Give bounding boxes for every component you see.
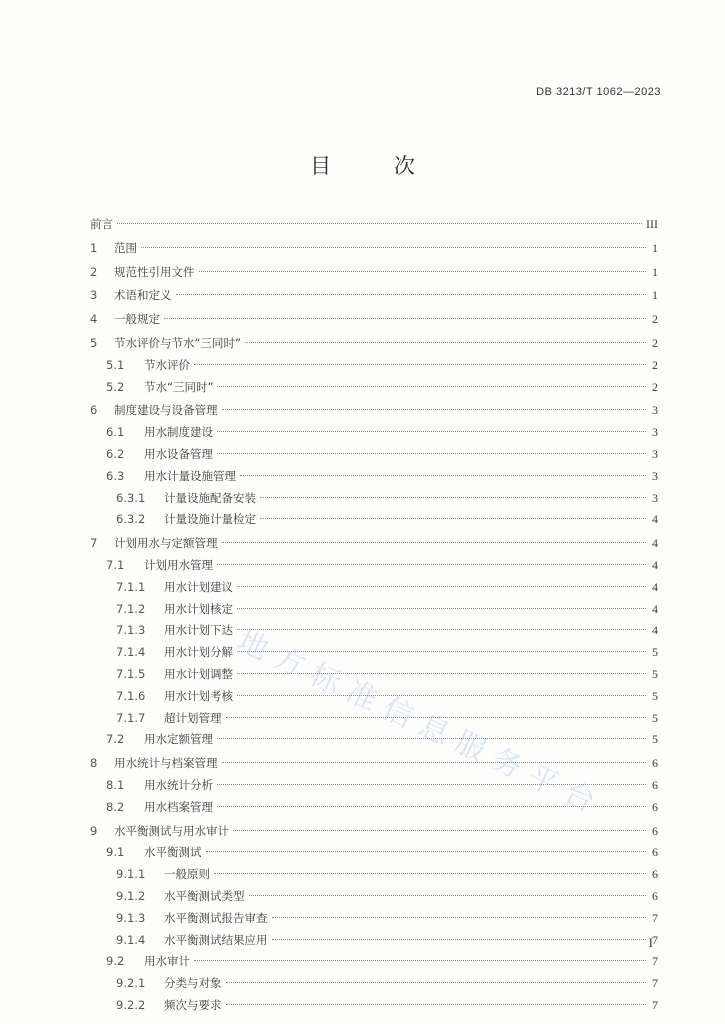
toc-entry[interactable] <box>90 509 658 531</box>
toc-entry-page: 7 <box>652 954 658 969</box>
toc-entry-page: 4 <box>652 623 658 638</box>
toc-entry-page: III <box>646 217 658 231</box>
toc-entry-label: 节水评价 <box>144 357 190 372</box>
toc-entry-label: 计划用水管理 <box>144 557 213 572</box>
toc-entry-number: 8.1 <box>106 777 125 792</box>
toc-dot-leader <box>206 851 647 852</box>
toc-entry-number: 6.1 <box>106 425 125 440</box>
toc-dot-leader <box>217 738 646 739</box>
toc-entry[interactable] <box>90 995 658 1017</box>
toc-dot-leader <box>217 564 646 565</box>
toc-dot-leader <box>240 475 646 476</box>
toc-entry-label: 水平衡测试类型 <box>164 888 245 903</box>
toc-entry[interactable] <box>90 908 658 930</box>
toc-entry-label: 计量设施配备安装 <box>164 490 256 505</box>
toc-dot-leader <box>237 673 646 674</box>
toc-entry-page: 6 <box>652 799 658 814</box>
toc-entry[interactable] <box>90 664 658 686</box>
toc-entry-number: 4 <box>90 312 98 327</box>
toc-dot-leader <box>272 917 647 918</box>
toc-entry-page: 1 <box>652 288 658 303</box>
toc-entry-number: 6.3.1 <box>116 490 146 505</box>
toc-entry-page: 5 <box>652 688 658 703</box>
toc-entry[interactable] <box>90 729 658 751</box>
toc-dot-leader <box>164 318 646 319</box>
toc-entry[interactable] <box>90 930 658 952</box>
toc-entry-label: 超计划管理 <box>164 710 222 725</box>
toc-dot-leader <box>237 695 646 696</box>
toc-entry-page: 4 <box>652 579 658 594</box>
toc-dot-leader <box>260 518 646 519</box>
toc-entry-number: 2 <box>90 264 98 279</box>
toc-entry-page: 7 <box>652 976 658 991</box>
toc-entry[interactable] <box>90 466 658 488</box>
toc-dot-leader <box>233 830 646 831</box>
toc-entry-page: 2 <box>652 312 658 327</box>
toc-dot-leader <box>249 895 647 896</box>
toc-entry[interactable] <box>90 753 658 775</box>
toc-entry-number: 7.1.4 <box>116 645 146 660</box>
toc-entry-page: 3 <box>652 446 658 461</box>
toc-entry-page: 3 <box>652 468 658 483</box>
toc-entry-label: 用水计划调整 <box>164 666 233 681</box>
toc-dot-leader <box>237 608 646 609</box>
toc-entry[interactable] <box>90 285 658 307</box>
toc-dot-leader <box>217 431 646 432</box>
toc-entry[interactable] <box>90 775 658 797</box>
toc-entry-number: 9.1.3 <box>116 910 146 925</box>
toc-entry-page: 6 <box>652 756 658 771</box>
toc-entry-number: 7.2 <box>106 732 125 747</box>
toc-entry-number: 7 <box>90 536 98 551</box>
toc-entry-page: 2 <box>652 335 658 350</box>
toc-dot-leader <box>237 586 646 587</box>
toc-entry[interactable] <box>90 642 658 664</box>
toc-entry-label: 计划用水与定额管理 <box>114 536 218 551</box>
toc-entry-page: 6 <box>652 888 658 903</box>
toc-entry-number: 7.1.2 <box>116 601 146 616</box>
page-title: 目 次 <box>310 154 443 178</box>
toc-dot-leader <box>217 784 646 785</box>
toc-entry-number: 8.2 <box>106 799 125 814</box>
toc-entry-number: 6.3.2 <box>116 512 146 527</box>
toc-entry-page: 2 <box>652 357 658 372</box>
toc-entry-label: 用水计划考核 <box>164 688 233 703</box>
toc-entry-page: 6 <box>652 777 658 792</box>
toc-entry-label: 频次与要求 <box>164 997 222 1012</box>
toc-entry[interactable] <box>90 842 658 864</box>
toc-entry-page: 7 <box>652 997 658 1012</box>
toc-entry[interactable] <box>90 422 658 444</box>
toc-entry-number: 6 <box>90 403 98 418</box>
toc-entry-page: 7 <box>652 932 658 947</box>
page-number: I <box>648 935 653 950</box>
toc-entry-number: 7.1.1 <box>116 579 146 594</box>
toc-entry-label: 水平衡测试结果应用 <box>164 932 268 947</box>
toc-entry-page: 2 <box>652 379 658 394</box>
toc-entry[interactable] <box>90 620 658 642</box>
toc-entry-page: 6 <box>652 845 658 860</box>
toc-entry-label: 分类与对象 <box>164 976 222 991</box>
toc-entry-label: 范围 <box>114 240 137 255</box>
toc-entry-number: 6.2 <box>106 446 125 461</box>
document-code: DB 3213/T 1062—2023 <box>536 86 661 98</box>
toc-dot-leader <box>194 960 646 961</box>
toc-entry-number: 5.1 <box>106 357 125 372</box>
toc-entry[interactable] <box>90 686 658 708</box>
toc-entry-label: 前言 <box>90 217 113 231</box>
toc-entry-label: 用水定额管理 <box>144 732 213 747</box>
toc-entry-label: 节水评价与节水“三同时” <box>114 335 241 350</box>
toc-entry-number: 9.2.2 <box>116 997 146 1012</box>
toc-entry[interactable] <box>90 309 658 331</box>
toc-dot-leader <box>237 629 646 630</box>
toc-dot-leader <box>217 386 646 387</box>
toc-entry-number: 7.1 <box>106 557 125 572</box>
toc-entry-page: 4 <box>652 512 658 527</box>
toc-dot-leader <box>217 453 646 454</box>
toc-entry-number: 7.1.3 <box>116 623 146 638</box>
toc-entry-number: 9.1 <box>106 845 125 860</box>
toc-entry-label: 用水设备管理 <box>144 446 213 461</box>
toc-entry[interactable] <box>90 797 658 819</box>
toc-entry-number: 8 <box>90 756 98 771</box>
toc-dot-leader <box>222 409 647 410</box>
toc-dot-leader <box>176 294 647 295</box>
toc-entry-page: 1 <box>652 264 658 279</box>
toc-entry-label: 用水统计分析 <box>144 777 213 792</box>
toc-entry-number: 9 <box>90 823 98 838</box>
toc-entry[interactable] <box>90 864 658 886</box>
toc-dot-leader <box>226 982 647 983</box>
toc-entry-label: 用水计划建议 <box>164 579 233 594</box>
toc-entry-label: 一般原则 <box>164 867 210 882</box>
toc-entry-page: 3 <box>652 425 658 440</box>
toc-entry[interactable] <box>90 577 658 599</box>
toc-entry-label: 用水计划分解 <box>164 645 233 660</box>
toc-dot-leader <box>226 717 647 718</box>
toc-entry-page: 5 <box>652 666 658 681</box>
toc-dot-leader <box>245 342 646 343</box>
toc-entry-number: 3 <box>90 288 98 303</box>
toc-entry-label: 用水档案管理 <box>144 799 213 814</box>
toc-entry-label: 一般规定 <box>114 312 160 327</box>
toc-dot-leader <box>199 271 647 272</box>
toc-dot-leader <box>260 497 646 498</box>
watermark-text: 地方标准信息服务平台 <box>231 623 610 825</box>
toc-entry-label: 用水计量设施管理 <box>144 468 236 483</box>
toc-entry-label: 用水制度建设 <box>144 425 213 440</box>
toc-entry-number: 6.3 <box>106 468 125 483</box>
toc-entry[interactable] <box>90 951 658 973</box>
toc-entry-number: 5 <box>90 335 98 350</box>
toc-entry-label: 规范性引用文件 <box>114 264 195 279</box>
toc-entry-label: 制度建设与设备管理 <box>114 403 218 418</box>
table-of-contents <box>90 214 658 1017</box>
toc-entry[interactable] <box>90 355 658 377</box>
toc-dot-leader <box>222 542 647 543</box>
toc-entry[interactable] <box>90 400 658 422</box>
toc-entry[interactable] <box>90 973 658 995</box>
toc-entry-label: 水平衡测试 <box>144 845 202 860</box>
toc-entry[interactable] <box>90 708 658 730</box>
toc-entry-number: 9.2 <box>106 954 125 969</box>
toc-entry-number: 9.1.1 <box>116 867 146 882</box>
toc-entry[interactable] <box>90 599 658 621</box>
toc-entry-label: 节水“三同时” <box>144 379 214 394</box>
toc-entry-page: 1 <box>652 240 658 255</box>
toc-dot-leader <box>141 247 646 248</box>
toc-dot-leader <box>217 806 646 807</box>
toc-entry-page: 6 <box>652 823 658 838</box>
toc-entry[interactable] <box>90 333 658 355</box>
toc-entry[interactable] <box>90 377 658 399</box>
toc-entry-page: 3 <box>652 490 658 505</box>
toc-entry-page: 3 <box>652 403 658 418</box>
toc-entry-page: 4 <box>652 557 658 572</box>
toc-dot-leader <box>222 762 647 763</box>
toc-entry-number: 1 <box>90 240 98 255</box>
toc-dot-leader <box>214 873 646 874</box>
toc-entry[interactable] <box>90 214 658 236</box>
toc-entry[interactable] <box>90 555 658 577</box>
toc-entry-label: 用水计划下达 <box>164 623 233 638</box>
toc-entry-label: 计量设施计量检定 <box>164 512 256 527</box>
toc-entry-label: 水平衡测试与用水审计 <box>114 823 229 838</box>
toc-entry-label: 术语和定义 <box>114 288 172 303</box>
toc-entry[interactable] <box>90 821 658 843</box>
toc-entry-page: 4 <box>652 601 658 616</box>
toc-entry[interactable] <box>90 238 658 260</box>
toc-entry-label: 用水统计与档案管理 <box>114 756 218 771</box>
toc-entry-number: 7.1.7 <box>116 710 146 725</box>
toc-entry[interactable] <box>90 488 658 510</box>
toc-entry-number: 7.1.6 <box>116 688 146 703</box>
toc-entry-page: 6 <box>652 867 658 882</box>
toc-entry[interactable] <box>90 533 658 555</box>
toc-dot-leader <box>117 223 642 224</box>
toc-entry-label: 水平衡测试报告审查 <box>164 910 268 925</box>
toc-entry-number: 7.1.5 <box>116 666 146 681</box>
toc-dot-leader <box>272 939 647 940</box>
toc-entry[interactable] <box>90 444 658 466</box>
toc-entry[interactable] <box>90 262 658 284</box>
toc-entry-number: 5.2 <box>106 379 125 394</box>
toc-entry-page: 5 <box>652 645 658 660</box>
toc-entry-label: 用水计划核定 <box>164 601 233 616</box>
toc-entry-page: 5 <box>652 710 658 725</box>
toc-entry-label: 用水审计 <box>144 954 190 969</box>
toc-dot-leader <box>194 364 646 365</box>
toc-entry-number: 9.1.4 <box>116 932 146 947</box>
toc-entry-page: 7 <box>652 910 658 925</box>
toc-entry-number: 9.2.1 <box>116 976 146 991</box>
toc-entry-number: 9.1.2 <box>116 888 146 903</box>
toc-dot-leader <box>226 1004 647 1005</box>
toc-dot-leader <box>237 651 646 652</box>
toc-entry[interactable] <box>90 886 658 908</box>
toc-entry-page: 4 <box>652 536 658 551</box>
toc-entry-page: 5 <box>652 732 658 747</box>
